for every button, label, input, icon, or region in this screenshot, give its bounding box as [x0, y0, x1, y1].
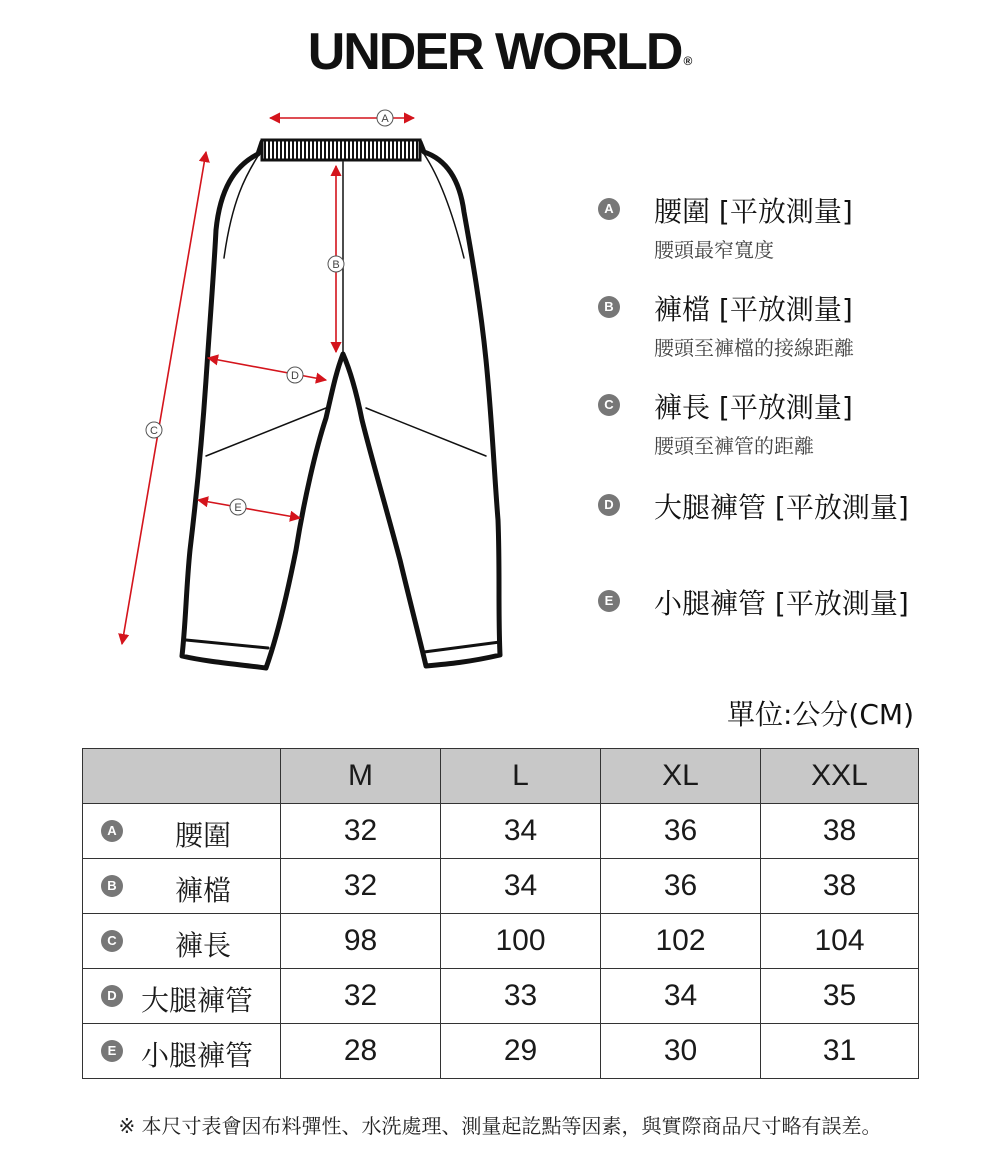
row-label-text: 腰圍 [175, 819, 232, 852]
table-cell: 35 [761, 969, 919, 1024]
table-cell: 31 [761, 1024, 919, 1079]
marker-a-label: A [381, 113, 389, 125]
table-cell: 102 [601, 914, 761, 969]
row-label-rise [83, 859, 281, 914]
legend-subtitle-c: 腰頭至褲管的距離 [654, 434, 814, 458]
row-label-text: 小腿褲管 [141, 1039, 254, 1072]
table-row [83, 969, 919, 1024]
legend-badge-b: B [598, 296, 620, 318]
row-badge-c: C [101, 930, 123, 952]
legend-title-a: 腰圍 [平放測量] [654, 195, 853, 228]
arrow-e [198, 500, 300, 518]
row-label-thigh [83, 969, 281, 1024]
legend-title-e: 小腿褲管 [平放測量] [654, 587, 909, 620]
table-cell: 32 [281, 859, 441, 914]
legend-badge-e: E [598, 590, 620, 612]
table-header-corner [83, 749, 281, 804]
table-cell: 30 [601, 1024, 761, 1079]
marker-a [377, 110, 393, 126]
row-badge-b: B [101, 875, 123, 897]
waistband-rib [262, 140, 420, 160]
pants-outline [182, 142, 500, 668]
legend-title-d: 大腿褲管 [平放測量] [654, 491, 909, 524]
table-cell: 100 [441, 914, 601, 969]
marker-e [230, 499, 246, 515]
arrow-c [122, 152, 206, 644]
brand-name: UNDER WORLD [307, 23, 682, 81]
registered-mark: ® [683, 54, 693, 68]
table-row [83, 1024, 919, 1079]
table-cell: 38 [761, 804, 919, 859]
footnote: ※ 本尺寸表會因布料彈性、水洗處理、測量起訖點等因素，與實際商品尺寸略有誤差。 [118, 1114, 882, 1138]
table-cell: 34 [441, 859, 601, 914]
table-row [83, 914, 919, 969]
marker-d [287, 367, 303, 383]
table-row [83, 804, 919, 859]
row-badge-e: E [101, 1040, 123, 1062]
table-cell: 36 [601, 859, 761, 914]
legend-badge-d: D [598, 494, 620, 516]
row-label-text: 褲檔 [175, 874, 232, 907]
legend-title-b: 褲檔 [平放測量] [654, 293, 853, 326]
unit-label: 單位:公分(CM) [727, 698, 914, 731]
table-header-l: L [441, 749, 601, 804]
table-cell: 38 [761, 859, 919, 914]
legend-badge-a: A [598, 198, 620, 220]
table-cell: 32 [281, 969, 441, 1024]
table-header-row [83, 749, 919, 804]
table-cell: 34 [441, 804, 601, 859]
row-label-calf [83, 1024, 281, 1079]
table-cell: 34 [601, 969, 761, 1024]
table-cell: 98 [281, 914, 441, 969]
table-cell: 32 [281, 804, 441, 859]
table-cell: 33 [441, 969, 601, 1024]
row-badge-d: D [101, 985, 123, 1007]
table-header-xxl: XXL [761, 749, 919, 804]
table-cell: 29 [441, 1024, 601, 1079]
row-label-text: 褲長 [175, 929, 232, 962]
marker-d-label: D [291, 370, 299, 382]
marker-b-label: B [332, 259, 340, 271]
table-header-m: M [281, 749, 441, 804]
legend-badge-c: C [598, 394, 620, 416]
marker-c-label: C [150, 425, 158, 437]
row-label-length [83, 914, 281, 969]
table-cell: 104 [761, 914, 919, 969]
size-table [82, 748, 919, 1079]
marker-e-label: E [234, 502, 242, 514]
legend-subtitle-a: 腰頭最窄寬度 [654, 238, 774, 262]
table-cell: 28 [281, 1024, 441, 1079]
row-label-text: 大腿褲管 [141, 984, 254, 1017]
legend-subtitle-b: 腰頭至褲檔的接線距離 [654, 336, 854, 360]
row-badge-a: A [101, 820, 123, 842]
row-label-waist [83, 804, 281, 859]
table-cell: 36 [601, 804, 761, 859]
marker-b [328, 256, 344, 272]
marker-c [146, 422, 162, 438]
legend-title-c: 褲長 [平放測量] [654, 391, 853, 424]
table-header-xl: XL [601, 749, 761, 804]
arrow-d [208, 358, 326, 380]
measure-arrows [122, 118, 414, 644]
table-row [83, 859, 919, 914]
